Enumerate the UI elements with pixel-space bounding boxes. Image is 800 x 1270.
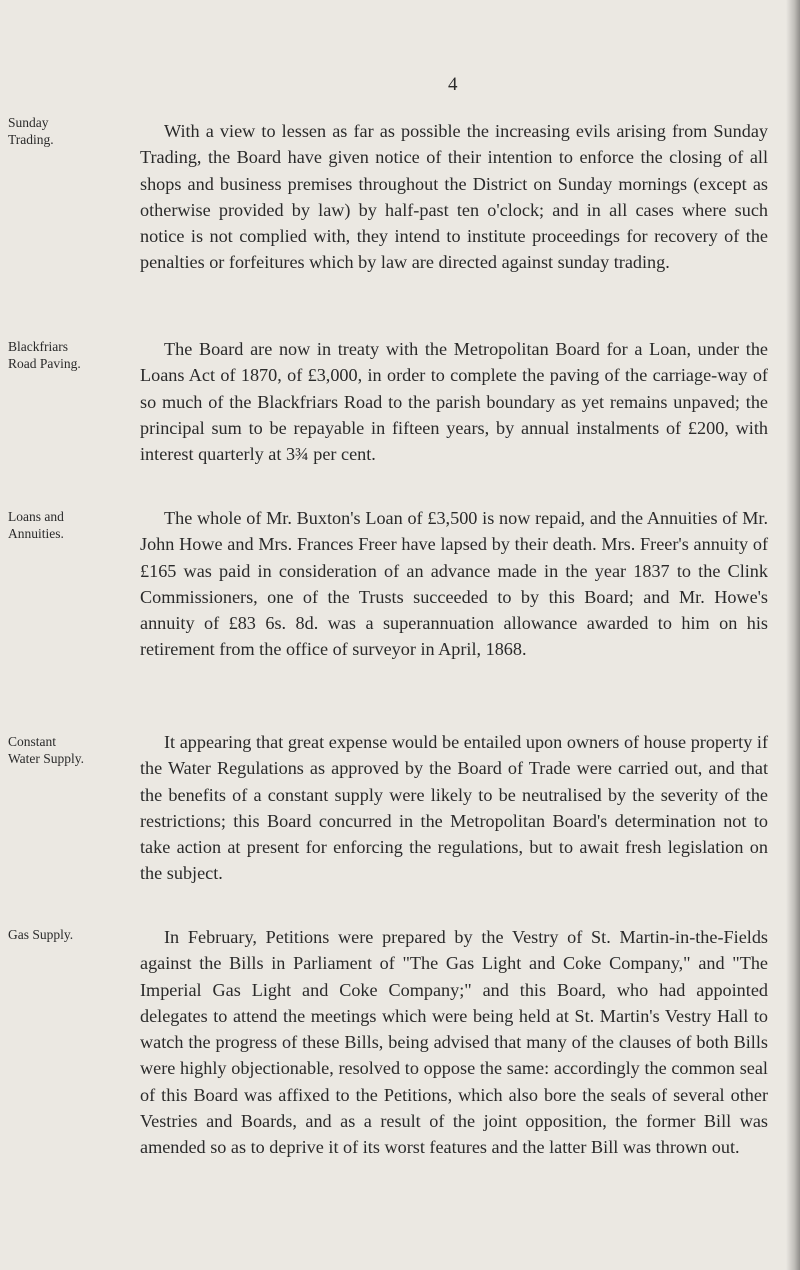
side-heading-gas-supply (8, 926, 128, 943)
side-heading-line: Water Supply. (8, 751, 85, 766)
paragraph-sunday-trading: With a view to lessen as far as possible the increasing evils arising from Sunday Trading, the Board have given notice of their intention to enforce the closing of all shops and business premises throughout the District on Sunday mornings (except as otherwise provided by law) by half-past ten o'clock; and in all cases where such notice is not complied with, they intend to institute proceedings for recovery of the penalties or forfeitures which by law are directed against sunday trading. (140, 121, 768, 273)
paragraph-blackfriars-road-paving: The Board are now in treaty with the Metropolitan Board for a Loan, under the Loans Act of 1870, of £3,000, in order to complete the paving of the carriage-way of so much of the Blackfriars Road to the parish boundary as yet remains unpaved; the principal sum to be repayable in fifteen years, by annual instalments of £200, with interest quarterly at 3¾ per cent. (140, 339, 768, 465)
side-heading-line: Gas Supply. (8, 927, 74, 942)
side-heading-line: Blackfriars (8, 339, 68, 354)
side-heading-line: Sunday (8, 115, 49, 130)
page-edge-shadow (786, 0, 800, 1270)
side-heading-line: Trading. (8, 132, 54, 147)
side-heading-loans-and-annuities (8, 508, 128, 542)
side-heading-line: Annuities. (8, 526, 64, 541)
paragraph-gas-supply: In February, Petitions were prepared by the Vestry of St. Martin-in-the-Fields against the Bills in Parliament of "The Gas Light and Coke Company," and "The Imperial Gas Light and Coke Company;" and this Board, who had appointed delegates to attend the meetings which were being held at St. Martin's Vestry Hall to watch the progress of these Bills, being advised that many of the clauses of both Bills were highly objectionable, resolved to oppose the same: accordingly the common seal of this Board was affixed to the Petitions, which also bore the seals of several other Vestries and Boards, and as a result of the joint opposition, the former Bill was amended so as to deprive it of its worst features and the latter Bill was thrown out. (140, 927, 768, 1158)
side-heading-constant-water-supply (8, 733, 128, 767)
page-number: 4 (448, 74, 458, 95)
side-heading-line: Road Paving. (8, 356, 81, 371)
side-heading-blackfriars-road-paving (8, 338, 128, 372)
side-heading-sunday-trading (8, 114, 128, 148)
paragraph-constant-water-supply: It appearing that great expense would be entailed upon owners of house property if the Water Regulations as approved by the Board of Trade were carried out, and that the benefits of a constant supply were likely to be neutralised by the severity of the restrictions; this Board concurred in the Metropolitan Board's determination not to take action at present for enforcing the regulations, but to await fresh legislation on the subject. (140, 732, 768, 884)
side-heading-line: Constant (8, 734, 57, 749)
side-heading-line: Loans and (8, 509, 64, 524)
paragraph-loans-and-annuities: The whole of Mr. Buxton's Loan of £3,500 is now repaid, and the Annuities of Mr. John Howe and Mrs. Frances Freer have lapsed by their death. Mrs. Freer's annuity of £165 was paid in consideration of an advance made in the year 1837 to the Clink Commissioners, one of the Trusts succeeded to by this Board; and Mr. Howe's annuity of £83 6s. 8d. was a superannuation allowance awarded to him on his retirement from the office of surveyor in April, 1868. (140, 508, 768, 660)
